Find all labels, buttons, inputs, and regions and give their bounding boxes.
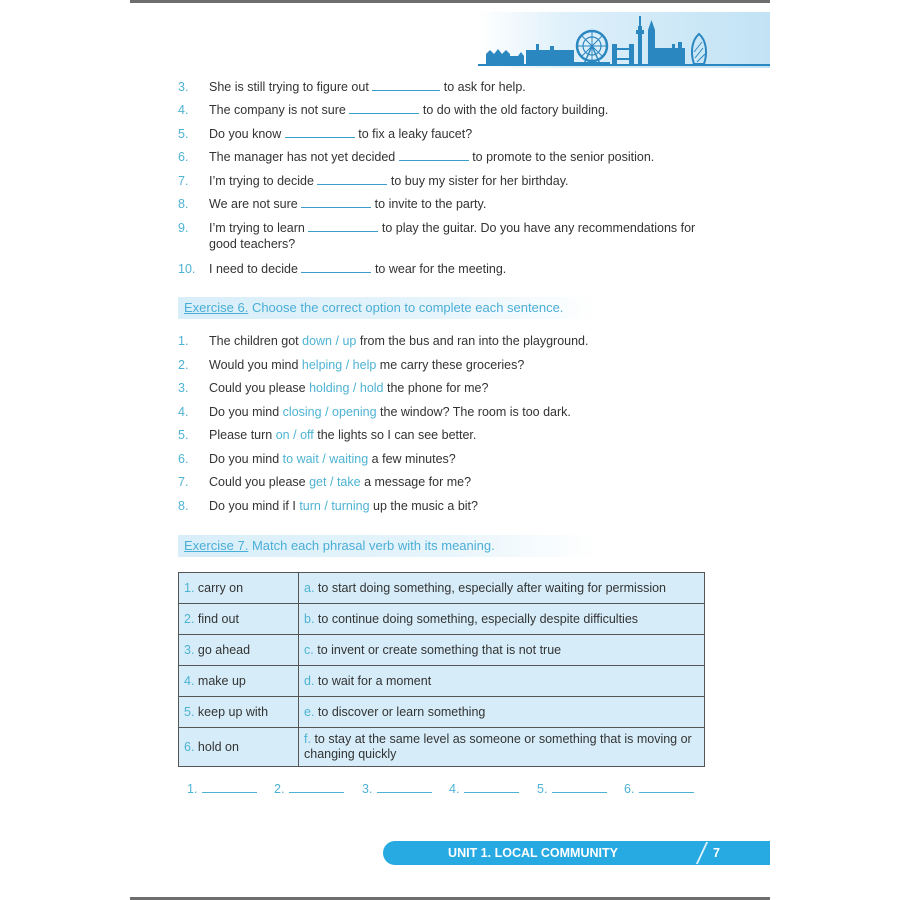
phrasal-verb: go ahead [197, 643, 251, 657]
item-number: 8. [178, 499, 189, 513]
answer-blank[interactable] [464, 782, 519, 793]
exercise-6-heading [178, 297, 598, 319]
sentence-start: The manager has not yet decided [209, 150, 396, 164]
sentence-start: Do you mind if I [209, 499, 296, 513]
answer-number: 2. [274, 782, 285, 796]
option-a[interactable]: get [309, 475, 327, 489]
option-separator: / [329, 475, 334, 489]
item-number: 7. [178, 475, 189, 489]
sentence-end: the window? The room is too dark. [380, 405, 571, 419]
answer-slot[interactable] [449, 782, 519, 796]
option-a[interactable]: holding [309, 381, 350, 395]
phrasal-verb: hold on [197, 740, 239, 754]
header-banner [478, 12, 770, 68]
sentence-end: the lights so I can see better. [317, 428, 477, 442]
answer-blank[interactable] [301, 198, 371, 208]
meaning-text: to discover or learn something [317, 705, 486, 719]
phrasal-verb-cell [179, 635, 299, 666]
phrasal-verb: keep up with [197, 705, 269, 719]
meaning-text: to wait for a moment [317, 674, 432, 688]
option-separator: / [324, 499, 328, 513]
page-top-border [130, 0, 770, 3]
phrasal-verb: find out [197, 612, 239, 626]
option-separator: / [345, 358, 350, 372]
meaning-text: to stay at the same level as someone or something that is moving or changing quickly [304, 732, 692, 761]
option-separator: / [352, 381, 357, 395]
option-a[interactable]: turn [299, 499, 321, 513]
verb-number: 1. [184, 581, 195, 595]
sentence-start: Do you mind [209, 452, 280, 466]
matching-table [178, 572, 705, 767]
item-number: 1. [178, 334, 189, 348]
sentence-start: Would you mind [209, 358, 299, 372]
meaning-cell [299, 604, 705, 635]
phrasal-verb: make up [197, 674, 246, 688]
meaning-letter: d. [304, 674, 315, 688]
sentence-continuation: good teachers? [209, 237, 296, 251]
answer-slot[interactable] [187, 782, 257, 796]
meaning-letter: a. [304, 581, 315, 595]
answer-number: 3. [362, 782, 373, 796]
option-b[interactable]: off [300, 428, 314, 442]
answer-number: 6. [624, 782, 635, 796]
verb-number: 5. [184, 705, 195, 719]
sentence-end: the phone for me? [387, 381, 489, 395]
answer-blank[interactable] [377, 782, 432, 793]
option-a[interactable]: closing [282, 405, 322, 419]
answer-number: 4. [449, 782, 460, 796]
option-separator: / [322, 452, 326, 466]
sentence-start: The company is not sure [209, 103, 346, 117]
option-b[interactable]: take [336, 475, 361, 489]
sentence-end: from the bus and ran into the playground. [359, 334, 589, 348]
phrasal-verb-cell [179, 728, 299, 767]
exercise-6-label: Exercise 6. [184, 300, 249, 315]
meaning-letter: e. [304, 705, 315, 719]
meaning-cell [299, 635, 705, 666]
phrasal-verb: carry on [197, 581, 244, 595]
sentence-start: The children got [209, 334, 299, 348]
verb-number: 4. [184, 674, 195, 688]
item-number: 2. [178, 358, 189, 372]
answer-number: 1. [187, 782, 198, 796]
slash-divider [696, 842, 708, 864]
option-separator: / [325, 405, 329, 419]
answer-blank[interactable] [639, 782, 694, 793]
option-a[interactable]: on [275, 428, 290, 442]
answer-blank[interactable] [349, 104, 419, 114]
answer-blank[interactable] [308, 222, 378, 232]
item-number: 5. [178, 428, 189, 442]
item-number: 4. [178, 405, 189, 419]
sentence-start: We are not sure [209, 197, 298, 211]
meaning-cell [299, 573, 705, 604]
meaning-cell [299, 728, 705, 767]
verb-number: 2. [184, 612, 195, 626]
option-separator: / [293, 428, 297, 442]
sentence-end: to do with the old factory building. [422, 103, 609, 117]
sentence-end: to wear for the meeting. [374, 262, 507, 276]
option-b[interactable]: help [352, 358, 377, 372]
phrasal-verb-cell [179, 666, 299, 697]
option-a[interactable]: down [302, 334, 333, 348]
answer-blank[interactable] [552, 782, 607, 793]
footer-unit-bar [383, 841, 770, 865]
answer-slot[interactable] [624, 782, 694, 796]
meaning-text: to continue doing something, especially despite difficulties [317, 612, 639, 626]
exercise-7-instruction: Match each phrasal verb with its meaning. [251, 538, 495, 553]
answer-slot[interactable] [274, 782, 344, 796]
sentence-end: up the music a bit? [373, 499, 478, 513]
sentence-start: I need to decide [209, 262, 298, 276]
answer-slot[interactable] [362, 782, 432, 796]
exercise-7-label: Exercise 7. [184, 538, 249, 553]
option-b[interactable]: waiting [329, 452, 369, 466]
answer-number: 5. [537, 782, 548, 796]
item-number: 3. [178, 80, 189, 94]
sentence-start: Do you mind [209, 405, 280, 419]
item-number: 9. [178, 221, 189, 235]
option-b[interactable]: opening [332, 405, 377, 419]
option-separator: / [335, 334, 339, 348]
london-skyline-icon [478, 12, 770, 68]
option-b[interactable]: hold [359, 381, 384, 395]
phrasal-verb-cell [179, 604, 299, 635]
sentence-start: She is still trying to figure out [209, 80, 369, 94]
sentence-start: Could you please [209, 381, 306, 395]
answer-blank[interactable] [289, 782, 344, 793]
meaning-letter: c. [304, 643, 314, 657]
item-number: 6. [178, 452, 189, 466]
sentence-end: to invite to the party. [374, 197, 487, 211]
page-number: 7 [713, 846, 720, 860]
sentence-start: Do you know [209, 127, 282, 141]
table-row [179, 728, 705, 767]
verb-number: 3. [184, 643, 195, 657]
table-row [179, 573, 705, 604]
item-number: 3. [178, 381, 189, 395]
option-b[interactable]: up [342, 334, 357, 348]
exercise-6-instruction: Choose the correct option to complete each sentence. [251, 300, 564, 315]
meaning-cell [299, 666, 705, 697]
sentence-end: a message for me? [364, 475, 472, 489]
sentence-end: me carry these groceries? [379, 358, 525, 372]
sentence-end: to fix a leaky faucet? [358, 127, 473, 141]
table-row [179, 666, 705, 697]
item-number: 8. [178, 197, 189, 211]
answer-blank[interactable] [301, 263, 371, 273]
sentence-end: a few minutes? [371, 452, 456, 466]
sentence-start: I’m trying to decide [209, 174, 314, 188]
answer-blank[interactable] [372, 81, 440, 91]
sentence-end: to play the guitar. Do you have any recommendations for [381, 221, 696, 235]
meaning-text: to invent or create something that is not true [317, 643, 562, 657]
phrasal-verb-cell [179, 697, 299, 728]
meaning-text: to start doing something, especially after waiting for permission [317, 581, 667, 595]
item-number: 7. [178, 174, 189, 188]
answer-blank[interactable] [317, 175, 387, 185]
option-a[interactable]: helping [301, 358, 343, 372]
phrasal-verb-cell [179, 573, 299, 604]
meaning-cell [299, 697, 705, 728]
meaning-letter: f. [304, 732, 311, 746]
item-number: 10. [178, 262, 196, 276]
sentence-start: Please turn [209, 428, 273, 442]
sentence-start: I’m trying to learn [209, 221, 305, 235]
answer-blank[interactable] [285, 128, 355, 138]
sentence-start: Could you please [209, 475, 306, 489]
answer-blank[interactable] [399, 151, 469, 161]
unit-title: UNIT 1. LOCAL COMMUNITY [448, 846, 618, 860]
table-row [179, 697, 705, 728]
sentence-end: to ask for help. [443, 80, 526, 94]
option-b[interactable]: turning [331, 499, 370, 513]
table-row [179, 635, 705, 666]
item-number: 4. [178, 103, 189, 117]
exercise-7-heading [178, 535, 598, 557]
verb-number: 6. [184, 740, 195, 754]
answer-slot[interactable] [537, 782, 607, 796]
item-number: 5. [178, 127, 189, 141]
table-row [179, 604, 705, 635]
answer-blank[interactable] [202, 782, 257, 793]
sentence-end: to promote to the senior position. [472, 150, 655, 164]
meaning-letter: b. [304, 612, 315, 626]
option-a[interactable]: to wait [282, 452, 319, 466]
sentence-end: to buy my sister for her birthday. [390, 174, 569, 188]
item-number: 6. [178, 150, 189, 164]
